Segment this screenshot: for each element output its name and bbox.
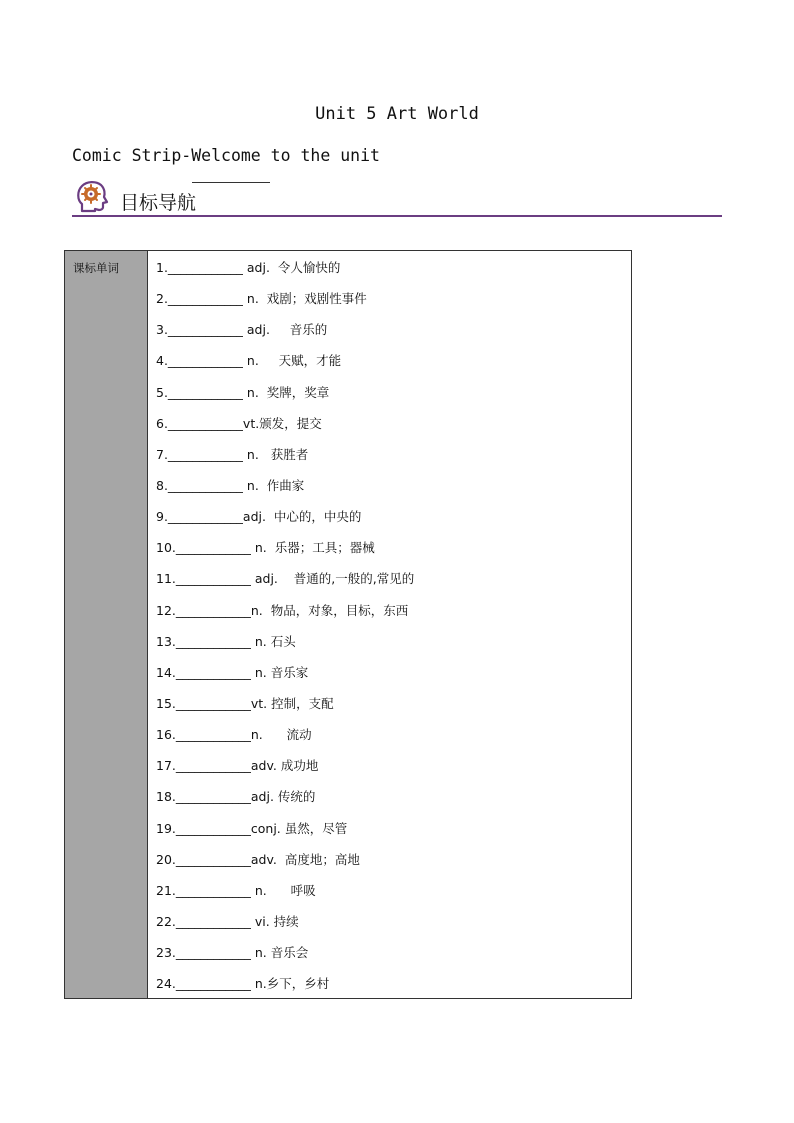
vocab-item: 10.____________ n. 乐器；工具；器械 [156,540,375,556]
vocab-item: 24.____________ n.乡下，乡村 [156,976,330,992]
vocab-item: 1.____________ adj. 令人愉快的 [156,260,341,275]
header-decoration-line [192,182,270,183]
vocab-item: 8.____________ n. 作曲家 [156,477,305,493]
vocab-item: 17.____________adv. 成功地 [156,758,319,774]
vocab-item: 11.____________ adj. 普通的,一般的,常见的 [156,571,415,587]
vocab-item: 22.____________ vi. 持续 [156,913,299,929]
vocab-item: 5.____________ n. 奖牌，奖章 [156,384,330,400]
vocab-item: 7.____________ n. 获胜者 [156,446,309,462]
vocab-item: 21.____________ n. 呼吸 [156,882,316,898]
vocab-item: 15.____________vt. 控制，支配 [156,695,334,711]
vocab-item: 4.____________ n. 天赋，才能 [156,353,342,369]
vocab-item: 18.____________adj. 传统的 [156,789,316,805]
section-header [72,176,722,218]
vocab-item: 12.____________n. 物品，对象，目标，东西 [156,602,409,618]
vocab-item: 14.____________ n. 音乐家 [156,664,309,680]
page-title: Unit 5 Art World [315,104,479,124]
section-divider [72,215,722,217]
vocab-item: 13.____________ n. 石头 [156,633,296,649]
lesson-subtitle: Comic Strip-Welcome to the unit [72,146,380,165]
brain-head-icon [74,178,110,214]
vocabulary-table [64,250,632,999]
vocab-item: 16.____________n. 流动 [156,727,312,743]
vocab-item: 9.____________adj. 中心的，中央的 [156,509,362,525]
vocab-item: 6.____________vt.颁发，提交 [156,415,322,431]
section-label: 目标导航 [120,192,197,214]
vocab-item: 2.____________ n. 戏剧；戏剧性事件 [156,291,367,307]
side-label: 课标单词 [73,261,119,275]
vocab-item: 20.____________adv. 高度地；高地 [156,851,360,867]
vocabulary-list [156,252,414,999]
vocab-item: 23.____________ n. 音乐会 [156,945,309,961]
vocab-item: 3.____________ adj. 音乐的 [156,322,328,338]
table-side-header [65,251,148,998]
vocab-item: 19.____________conj. 虽然，尽管 [156,820,348,836]
